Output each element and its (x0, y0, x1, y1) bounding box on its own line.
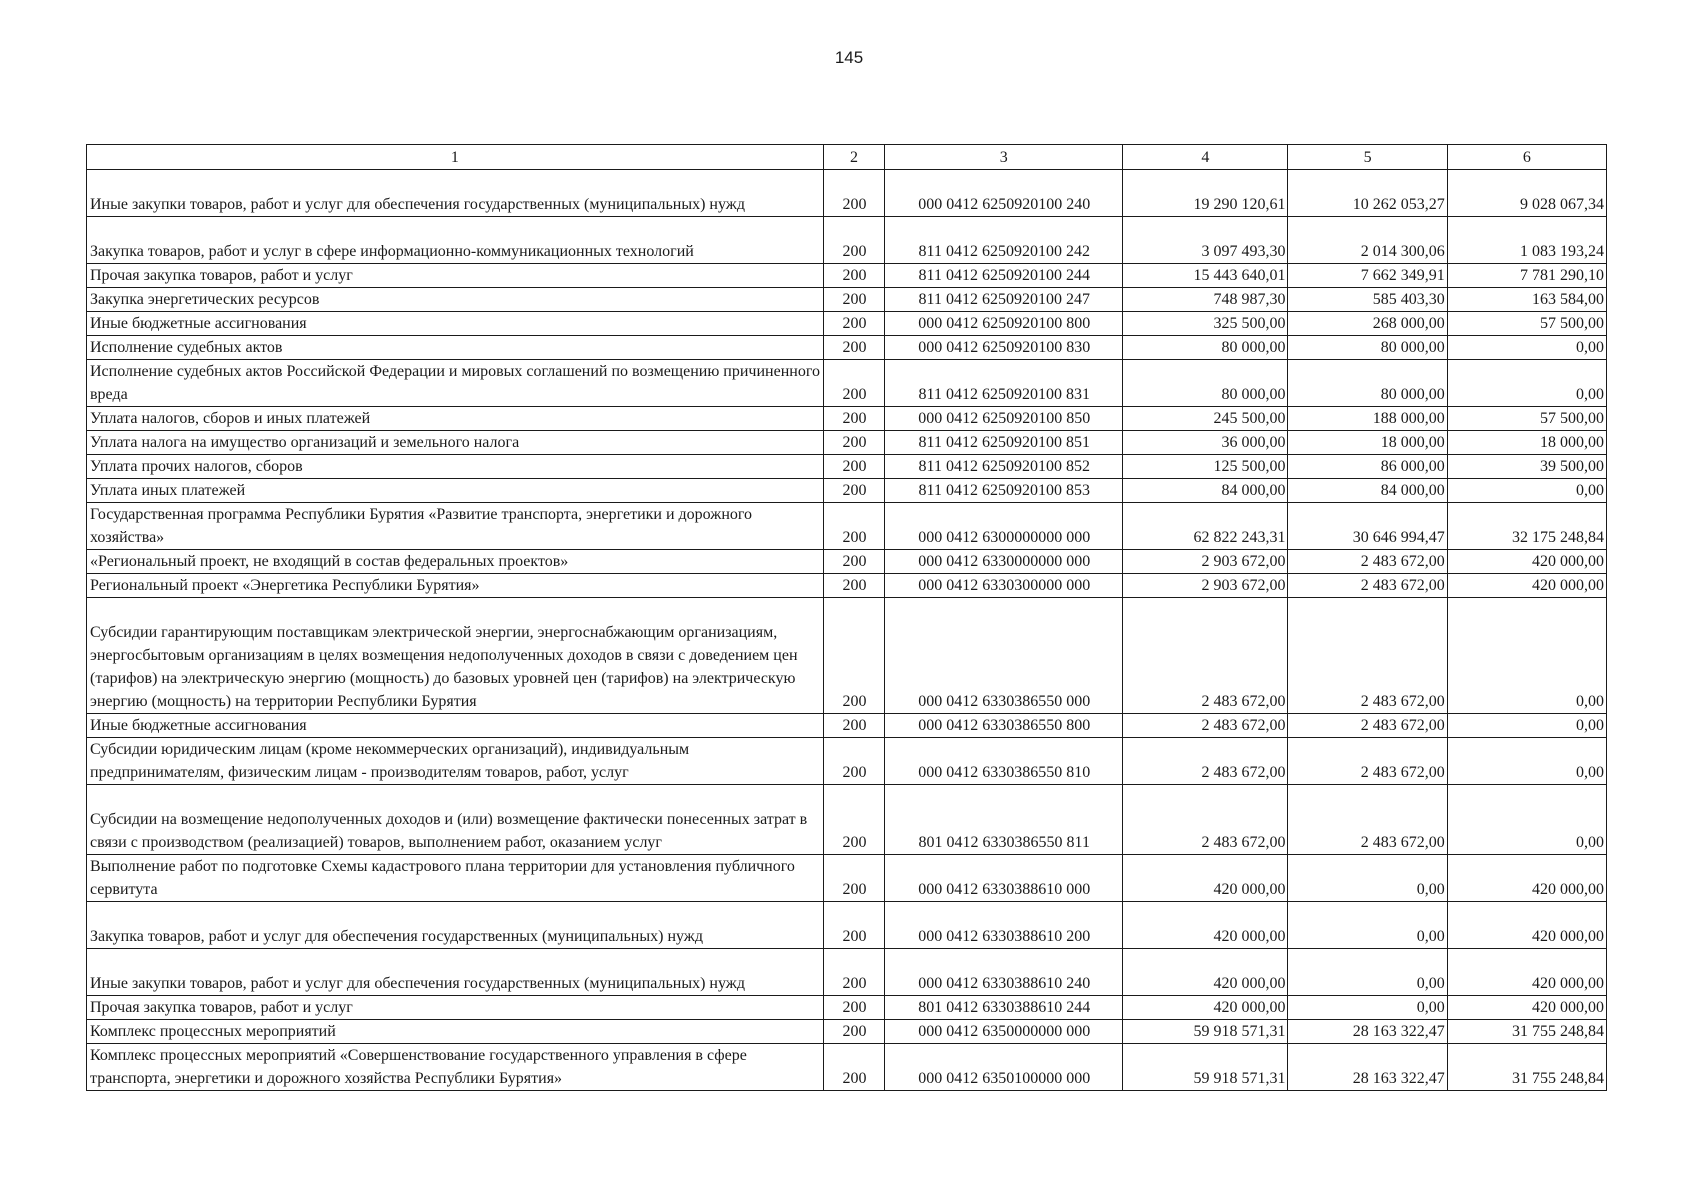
header-cell-5: 5 (1288, 145, 1447, 170)
row-kbk: 000 0412 6250920100 240 (885, 170, 1123, 217)
table-row (87, 407, 1607, 431)
row-code: 200 (823, 949, 884, 996)
row-value-6: 57 500,00 (1447, 312, 1606, 336)
header-cell-2: 2 (823, 145, 884, 170)
row-code: 200 (823, 217, 884, 264)
row-value-6: 163 584,00 (1447, 288, 1606, 312)
row-code: 200 (823, 336, 884, 360)
row-value-5: 0,00 (1288, 855, 1447, 902)
row-kbk: 000 0412 6330388610 000 (885, 855, 1123, 902)
row-kbk: 000 0412 6330300000 000 (885, 574, 1123, 598)
row-code: 200 (823, 455, 884, 479)
row-name: Иные закупки товаров, работ и услуг для обеспечения государственных (муниципальных) нужд (87, 949, 824, 996)
row-value-6: 420 000,00 (1447, 550, 1606, 574)
row-kbk: 000 0412 6330388610 240 (885, 949, 1123, 996)
row-value-5: 80 000,00 (1288, 336, 1447, 360)
row-code: 200 (823, 996, 884, 1020)
row-kbk: 811 0412 6250920100 852 (885, 455, 1123, 479)
table-row (87, 431, 1607, 455)
row-value-5: 585 403,30 (1288, 288, 1447, 312)
table-row (87, 949, 1607, 996)
table-row (87, 503, 1607, 550)
row-value-6: 0,00 (1447, 479, 1606, 503)
row-value-5: 30 646 994,47 (1288, 503, 1447, 550)
row-name: Уплата налогов, сборов и иных платежей (87, 407, 824, 431)
table-row (87, 217, 1607, 264)
row-code: 200 (823, 360, 884, 407)
header-cell-1: 1 (87, 145, 824, 170)
row-code: 200 (823, 264, 884, 288)
row-value-4: 2 483 672,00 (1123, 785, 1288, 855)
row-kbk: 801 0412 6330386550 811 (885, 785, 1123, 855)
table-row (87, 598, 1607, 714)
row-value-5: 80 000,00 (1288, 360, 1447, 407)
table-row (87, 1020, 1607, 1044)
row-value-4: 3 097 493,30 (1123, 217, 1288, 264)
table-row (87, 902, 1607, 949)
row-code: 200 (823, 312, 884, 336)
row-kbk: 811 0412 6250920100 242 (885, 217, 1123, 264)
row-value-4: 2 903 672,00 (1123, 574, 1288, 598)
row-name: Прочая закупка товаров, работ и услуг (87, 996, 824, 1020)
row-value-6: 18 000,00 (1447, 431, 1606, 455)
row-value-4: 2 483 672,00 (1123, 714, 1288, 738)
row-name: Уплата прочих налогов, сборов (87, 455, 824, 479)
table-row (87, 264, 1607, 288)
row-name: Иные закупки товаров, работ и услуг для обеспечения государственных (муниципальных) нужд (87, 170, 824, 217)
row-value-6: 420 000,00 (1447, 949, 1606, 996)
row-kbk: 801 0412 6330388610 244 (885, 996, 1123, 1020)
table-row (87, 550, 1607, 574)
row-value-4: 748 987,30 (1123, 288, 1288, 312)
row-value-4: 420 000,00 (1123, 996, 1288, 1020)
row-name: Субсидии юридическим лицам (кроме некоммерческих организаций), индивидуальным предпринимателям, физическим лицам - производителям товаров, работ, услуг (87, 738, 824, 785)
row-code: 200 (823, 479, 884, 503)
row-name: Иные бюджетные ассигнования (87, 312, 824, 336)
row-value-6: 420 000,00 (1447, 996, 1606, 1020)
table-row (87, 1044, 1607, 1091)
row-value-6: 31 755 248,84 (1447, 1020, 1606, 1044)
row-value-4: 420 000,00 (1123, 855, 1288, 902)
table-row (87, 785, 1607, 855)
row-name: Выполнение работ по подготовке Схемы кадастрового плана территории для установления публичного сервитута (87, 855, 824, 902)
row-value-5: 0,00 (1288, 996, 1447, 1020)
row-name: Исполнение судебных актов (87, 336, 824, 360)
row-code: 200 (823, 170, 884, 217)
row-value-6: 0,00 (1447, 785, 1606, 855)
row-kbk: 000 0412 6250920100 800 (885, 312, 1123, 336)
row-value-4: 420 000,00 (1123, 949, 1288, 996)
row-code: 200 (823, 1044, 884, 1091)
table-row (87, 288, 1607, 312)
row-value-4: 36 000,00 (1123, 431, 1288, 455)
row-value-5: 2 483 672,00 (1288, 550, 1447, 574)
row-kbk: 811 0412 6250920100 244 (885, 264, 1123, 288)
row-value-5: 2 483 672,00 (1288, 574, 1447, 598)
row-value-6: 0,00 (1447, 336, 1606, 360)
row-value-6: 39 500,00 (1447, 455, 1606, 479)
row-value-4: 84 000,00 (1123, 479, 1288, 503)
row-kbk: 000 0412 6350100000 000 (885, 1044, 1123, 1091)
row-value-6: 420 000,00 (1447, 855, 1606, 902)
row-value-4: 59 918 571,31 (1123, 1020, 1288, 1044)
row-value-6: 420 000,00 (1447, 902, 1606, 949)
row-name: Региональный проект «Энергетика Республики Бурятия» (87, 574, 824, 598)
row-kbk: 000 0412 6350000000 000 (885, 1020, 1123, 1044)
table-row (87, 336, 1607, 360)
row-name: Иные бюджетные ассигнования (87, 714, 824, 738)
row-value-5: 7 662 349,91 (1288, 264, 1447, 288)
row-name: Субсидии гарантирующим поставщикам электрической энергии, энергоснабжающим организациям, энергосбытовым организациям в целях возмещения недополученных доходов в связи с доведением цен (тарифов) на электрическую энергию (мощность) до базовых уровней цен (тарифов) на электрическую энергию (мощность) на территории Республики Бурятия (87, 598, 824, 714)
row-name: Закупка товаров, работ и услуг для обеспечения государственных (муниципальных) нужд (87, 902, 824, 949)
row-value-4: 325 500,00 (1123, 312, 1288, 336)
row-value-4: 80 000,00 (1123, 336, 1288, 360)
row-name: Субсидии на возмещение недополученных доходов и (или) возмещение фактически понесенных затрат в связи с производством (реализацией) товаров, выполнением работ, оказанием услуг (87, 785, 824, 855)
row-kbk: 000 0412 6330386550 810 (885, 738, 1123, 785)
row-value-6: 0,00 (1447, 598, 1606, 714)
header-cell-4: 4 (1123, 145, 1288, 170)
row-value-5: 86 000,00 (1288, 455, 1447, 479)
row-kbk: 811 0412 6250920100 853 (885, 479, 1123, 503)
row-value-6: 0,00 (1447, 714, 1606, 738)
row-kbk: 000 0412 6300000000 000 (885, 503, 1123, 550)
row-value-4: 19 290 120,61 (1123, 170, 1288, 217)
row-name: Исполнение судебных актов Российской Федерации и мировых соглашений по возмещению причиненного вреда (87, 360, 824, 407)
row-kbk: 000 0412 6330000000 000 (885, 550, 1123, 574)
row-code: 200 (823, 714, 884, 738)
row-value-6: 32 175 248,84 (1447, 503, 1606, 550)
row-code: 200 (823, 288, 884, 312)
row-code: 200 (823, 574, 884, 598)
row-value-5: 18 000,00 (1288, 431, 1447, 455)
row-kbk: 000 0412 6330388610 200 (885, 902, 1123, 949)
row-kbk: 811 0412 6250920100 851 (885, 431, 1123, 455)
row-value-5: 84 000,00 (1288, 479, 1447, 503)
row-name: Закупка товаров, работ и услуг в сфере информационно-коммуникационных технологий (87, 217, 824, 264)
row-code: 200 (823, 902, 884, 949)
table-row (87, 455, 1607, 479)
row-value-4: 2 483 672,00 (1123, 738, 1288, 785)
table-row (87, 855, 1607, 902)
row-kbk: 000 0412 6250920100 850 (885, 407, 1123, 431)
header-cell-6: 6 (1447, 145, 1606, 170)
header-cell-3: 3 (885, 145, 1123, 170)
row-value-5: 188 000,00 (1288, 407, 1447, 431)
table-header-row (87, 145, 1607, 170)
row-value-5: 28 163 322,47 (1288, 1020, 1447, 1044)
row-name: Комплекс процессных мероприятий «Совершенствование государственного управления в сфере транспорта, энергетики и дорожного хозяйства Республики Бурятия» (87, 1044, 824, 1091)
row-code: 200 (823, 598, 884, 714)
row-value-5: 28 163 322,47 (1288, 1044, 1447, 1091)
row-value-4: 2 483 672,00 (1123, 598, 1288, 714)
row-value-6: 7 781 290,10 (1447, 264, 1606, 288)
budget-table (86, 144, 1607, 1091)
table-row (87, 312, 1607, 336)
row-value-4: 80 000,00 (1123, 360, 1288, 407)
row-code: 200 (823, 503, 884, 550)
table-row (87, 996, 1607, 1020)
row-code: 200 (823, 855, 884, 902)
row-code: 200 (823, 1020, 884, 1044)
row-name: Прочая закупка товаров, работ и услуг (87, 264, 824, 288)
table-row (87, 170, 1607, 217)
table-row (87, 714, 1607, 738)
table-row (87, 738, 1607, 785)
row-kbk: 000 0412 6250920100 830 (885, 336, 1123, 360)
row-code: 200 (823, 431, 884, 455)
row-name: Уплата иных платежей (87, 479, 824, 503)
row-kbk: 811 0412 6250920100 247 (885, 288, 1123, 312)
row-value-5: 0,00 (1288, 902, 1447, 949)
row-name: Государственная программа Республики Бурятия «Развитие транспорта, энергетики и дорожного хозяйства» (87, 503, 824, 550)
row-value-6: 420 000,00 (1447, 574, 1606, 598)
row-value-4: 15 443 640,01 (1123, 264, 1288, 288)
row-value-5: 2 483 672,00 (1288, 785, 1447, 855)
row-kbk: 000 0412 6330386550 000 (885, 598, 1123, 714)
row-name: Комплекс процессных мероприятий (87, 1020, 824, 1044)
row-name: Закупка энергетических ресурсов (87, 288, 824, 312)
row-value-4: 62 822 243,31 (1123, 503, 1288, 550)
row-kbk: 811 0412 6250920100 831 (885, 360, 1123, 407)
row-value-6: 9 028 067,34 (1447, 170, 1606, 217)
row-value-4: 125 500,00 (1123, 455, 1288, 479)
row-value-4: 245 500,00 (1123, 407, 1288, 431)
table-row (87, 479, 1607, 503)
row-kbk: 000 0412 6330386550 800 (885, 714, 1123, 738)
row-value-4: 2 903 672,00 (1123, 550, 1288, 574)
row-code: 200 (823, 738, 884, 785)
row-code: 200 (823, 550, 884, 574)
row-code: 200 (823, 785, 884, 855)
row-value-5: 10 262 053,27 (1288, 170, 1447, 217)
row-value-5: 0,00 (1288, 949, 1447, 996)
row-value-5: 2 014 300,06 (1288, 217, 1447, 264)
row-value-5: 268 000,00 (1288, 312, 1447, 336)
row-value-6: 0,00 (1447, 738, 1606, 785)
row-value-6: 31 755 248,84 (1447, 1044, 1606, 1091)
row-value-5: 2 483 672,00 (1288, 714, 1447, 738)
table-row (87, 574, 1607, 598)
row-value-5: 2 483 672,00 (1288, 738, 1447, 785)
row-name: Уплата налога на имущество организаций и земельного налога (87, 431, 824, 455)
row-value-5: 2 483 672,00 (1288, 598, 1447, 714)
row-value-4: 420 000,00 (1123, 902, 1288, 949)
row-code: 200 (823, 407, 884, 431)
row-value-6: 0,00 (1447, 360, 1606, 407)
row-value-6: 57 500,00 (1447, 407, 1606, 431)
row-value-6: 1 083 193,24 (1447, 217, 1606, 264)
row-value-4: 59 918 571,31 (1123, 1044, 1288, 1091)
row-name: «Региональный проект, не входящий в состав федеральных проектов» (87, 550, 824, 574)
page-number: 145 (834, 48, 864, 67)
table-row (87, 360, 1607, 407)
